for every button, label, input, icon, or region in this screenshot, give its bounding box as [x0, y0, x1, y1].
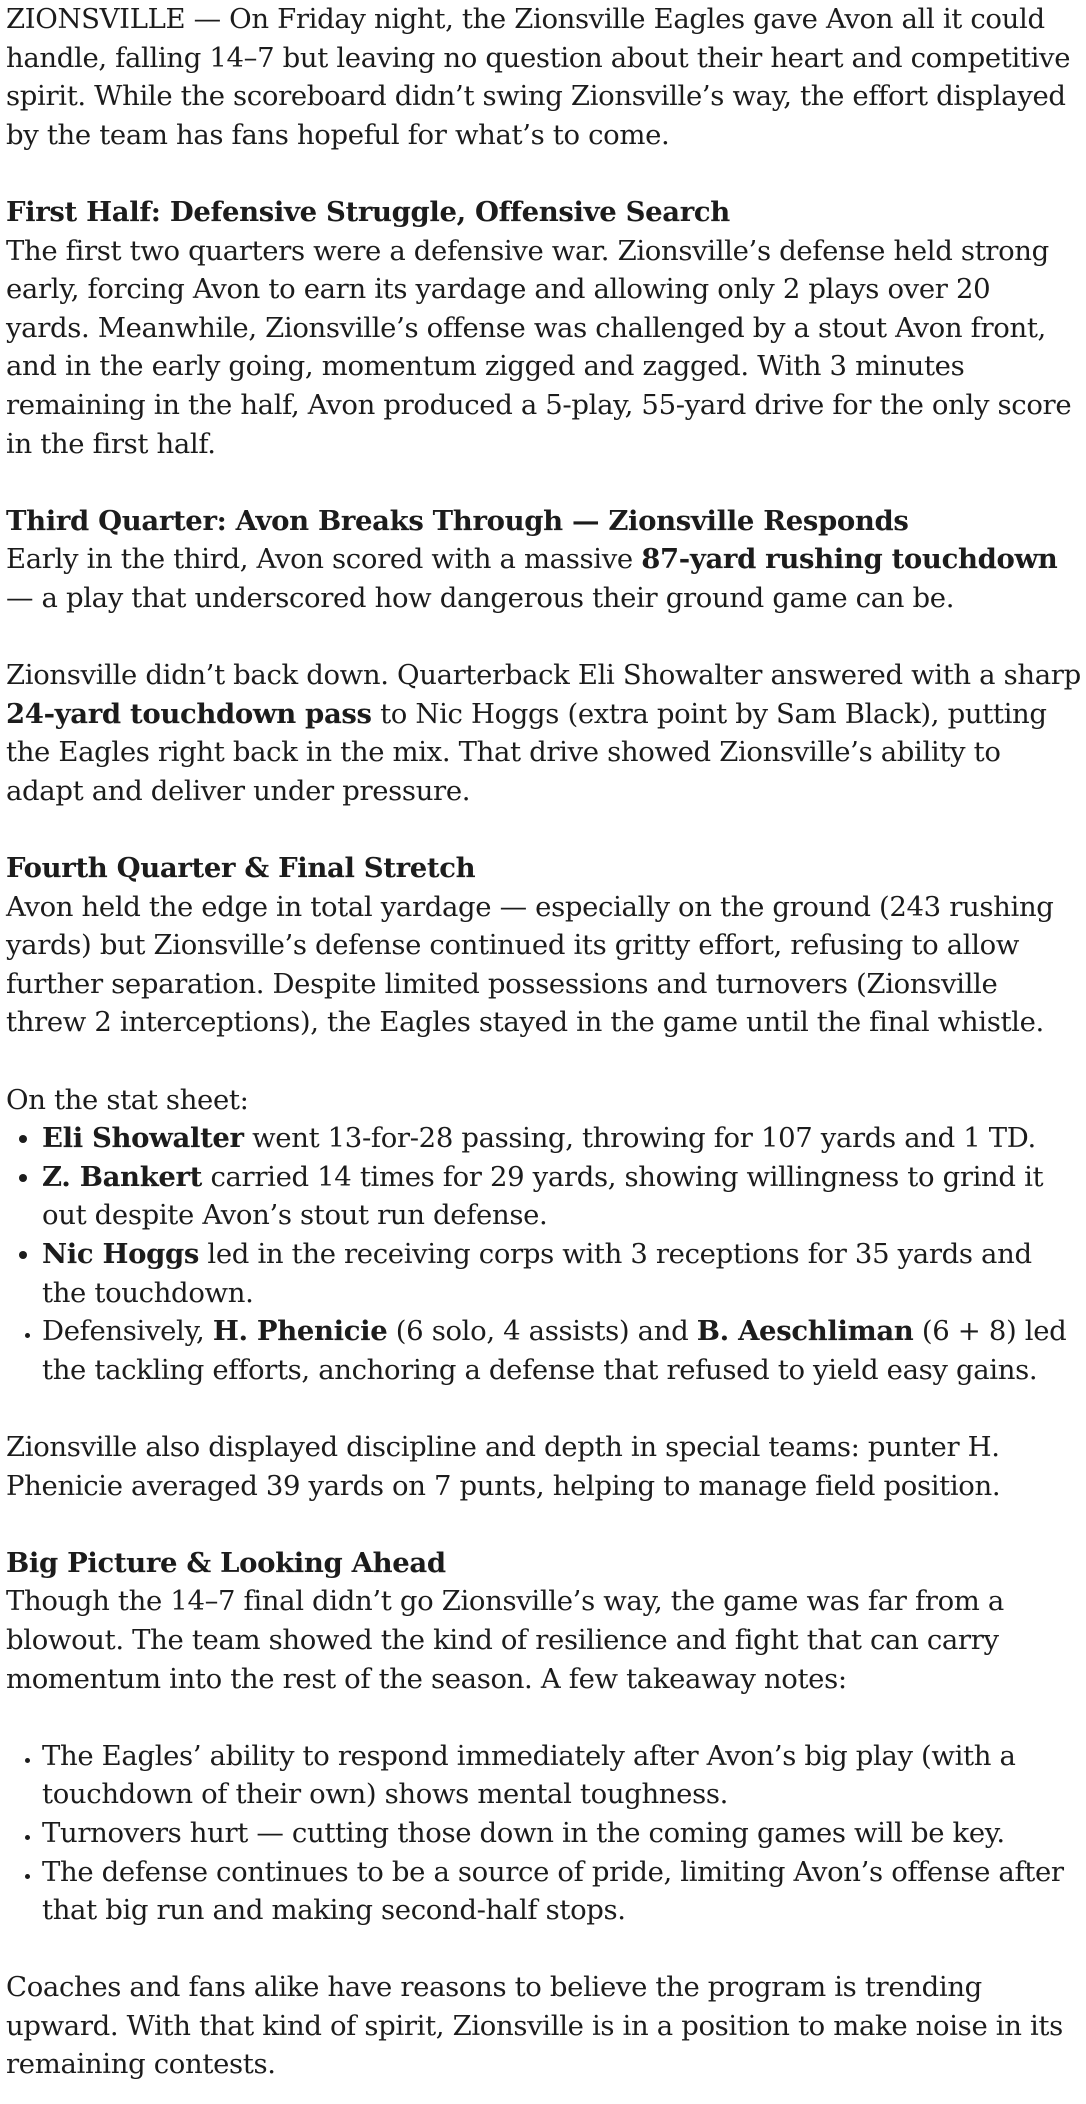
player-name: H. Phenicie	[212, 1315, 388, 1348]
takeaway-list	[6, 1737, 1082, 1930]
fourth-quarter-heading: Fourth Quarter & Final Stretch	[6, 852, 476, 885]
third-quarter-heading: Third Quarter: Avon Breaks Through — Zionsville Responds	[6, 504, 909, 537]
text-run: — a play that underscored how dangerous their ground game can be.	[6, 581, 955, 614]
big-picture-heading: Big Picture & Looking Ahead	[6, 1546, 446, 1579]
stat-text: (6 solo, 4 assists) and	[387, 1315, 697, 1348]
stat-text: Defensively,	[42, 1315, 213, 1348]
defense-list	[6, 1312, 1082, 1389]
stat-text: (6 + 8) led the tackling efforts, anchoring a defense that refused to yield easy gains.	[42, 1315, 1067, 1386]
spacer	[6, 1389, 1082, 1428]
closing-paragraph: Coaches and fans alike have reasons to believe the program is trending upward. With that kind of spirit, Zionsville is in a position to make noise in its remaining contests.	[6, 1971, 1063, 2081]
stat-text: carried 14 times for 29 yards, showing willingness to grind it out despite Avon’s stout run defense.	[42, 1160, 1044, 1232]
list-item: • The Eagles’ ability to respond immediately after Avon’s big play (with a touchdown of their own) shows mental toughness.	[42, 1737, 1082, 1814]
list-item	[42, 1312, 1082, 1389]
player-name: Eli Showalter	[42, 1122, 244, 1155]
spacer	[6, 1930, 1082, 1969]
spacer	[6, 1042, 1082, 1081]
text-run: to Nic Hoggs (extra point by Sam Black), putting the Eagles right back in the mix. That drive showed Zionsville’s ability to adapt and deliver under pressure.	[6, 697, 1047, 807]
first-half-heading: First Half: Defensive Struggle, Offensive Search	[6, 195, 730, 228]
spacer	[6, 810, 1082, 849]
stat-text: went 13-for-28 passing, throwing for 107 yards and 1 TD.	[243, 1122, 1036, 1155]
stat-sheet-list	[6, 1119, 1082, 1312]
player-name: Nic Hoggs	[42, 1238, 200, 1270]
player-name: Z. Bankert	[42, 1160, 203, 1193]
special-teams-paragraph: Zionsville also displayed discipline and depth in special teams: punter H. Phenicie averaged 39 yards on 7 punts, helping to manage field position.	[6, 1430, 1001, 1502]
spacer	[6, 154, 1082, 193]
list-item	[42, 1119, 1082, 1158]
spacer	[6, 618, 1082, 657]
bold-run: 87-yard rushing touchdown	[641, 543, 1058, 576]
list-item: • The defense continues to be a source of pride, limiting Avon’s offense after that big run and making second-half stops.	[42, 1853, 1082, 1930]
list-item: • Turnovers hurt — cutting those down in the coming games will be key.	[42, 1814, 1082, 1853]
player-name: B. Aeschliman	[696, 1315, 914, 1348]
spacer	[6, 1698, 1082, 1737]
spacer	[6, 463, 1082, 502]
text-run: Early in the third, Avon scored with a massive	[6, 543, 642, 576]
fourth-quarter-paragraph: Avon held the edge in total yardage — especially on the ground (243 rushing yards) but Zionsville’s defense continued its gritty effort, refusing to allow further separation. Despite limited possessions and turnovers (Zionsville threw 2 interceptions), the Eagles stayed in the game until the final whistle.	[6, 890, 1054, 1039]
stat-sheet-intro: On the stat sheet:	[6, 1083, 249, 1116]
intro-paragraph: ZIONSVILLE — On Friday night, the Zionsville Eagles gave Avon all it could handle, falling 14–7 but leaving no question about their heart and competitive spirit. While the scoreboard didn’t swing Zionsville’s way, the effort displayed by the team has fans hopeful for what’s to come.	[6, 3, 1071, 151]
first-half-paragraph: The first two quarters were a defensive war. Zionsville’s defense held strong early, forcing Avon to earn its yardage and allowing only 2 plays over 20 yards. Meanwhile, Zionsville’s offense was challenged by a stout Avon front, and in the early going, momentum zigged and zagged. With 3 minutes remaining in the half, Avon produced a 5-play, 55-yard drive for the only score in the first half.	[6, 234, 1072, 460]
list-item	[42, 1235, 1082, 1312]
third-quarter-paragraph-1	[6, 540, 1082, 617]
bold-run: 24-yard touchdown pass	[6, 697, 372, 730]
big-picture-paragraph: Though the 14–7 final didn’t go Zionsville’s way, the game was far from a blowout. The team showed the kind of resilience and fight that can carry momentum into the rest of the season. A few takeaway notes:	[6, 1585, 1004, 1695]
spacer	[6, 1505, 1082, 1544]
list-item	[42, 1158, 1082, 1235]
third-quarter-paragraph-2	[6, 656, 1082, 810]
stat-text: led in the receiving corps with 3 receptions for 35 yards and the touchdown.	[42, 1238, 1032, 1309]
text-run: Zionsville didn’t back down. Quarterback Eli Showalter answered with a sharp	[6, 659, 1081, 692]
